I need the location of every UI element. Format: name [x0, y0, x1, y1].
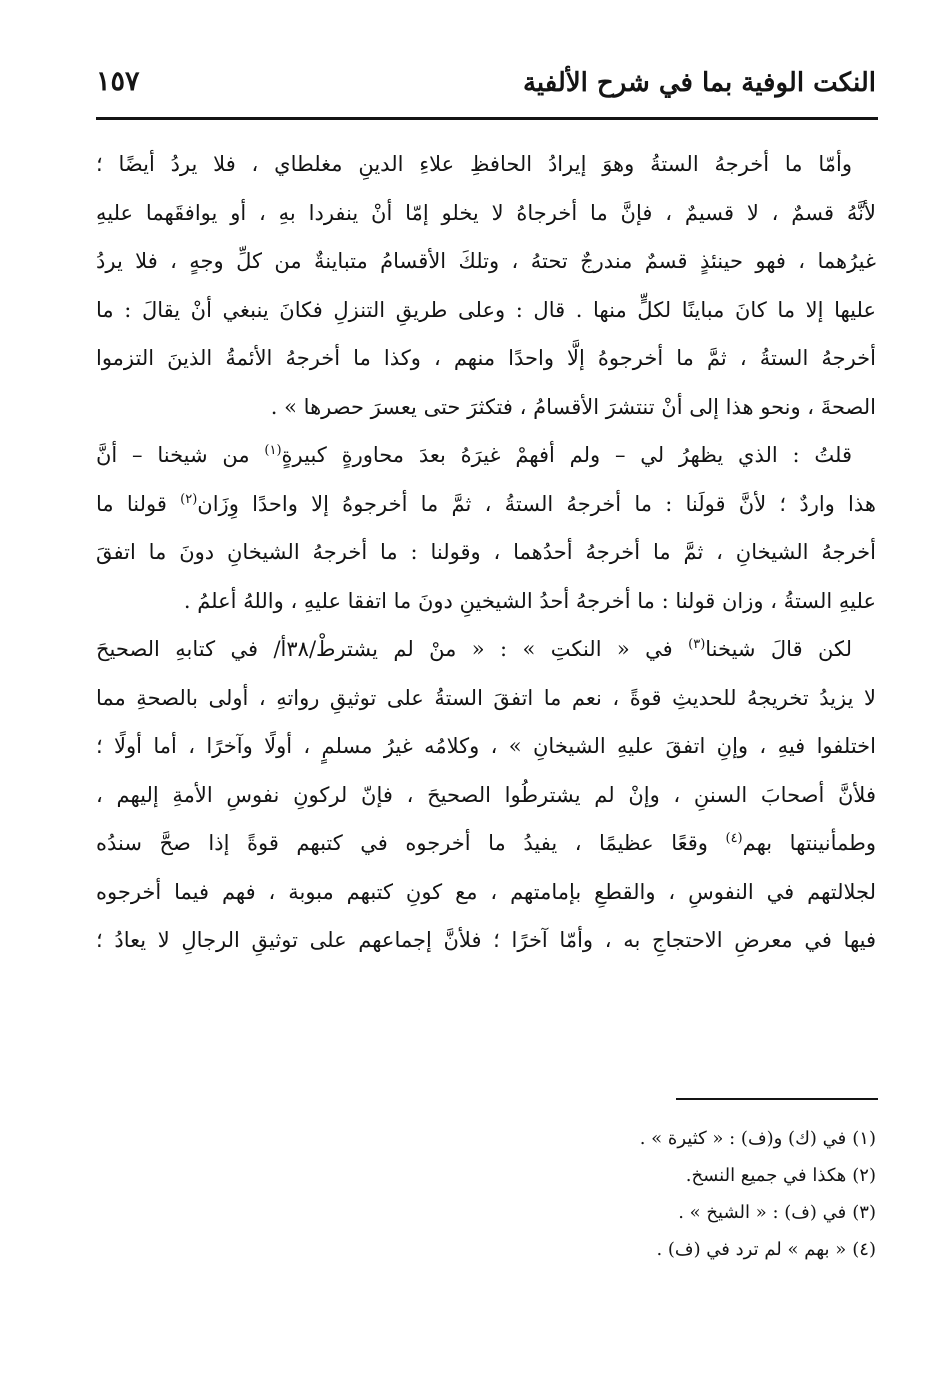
- paragraph-2: [96, 431, 876, 625]
- text-line: لجلالتهم في النفوسِ ، والقطعِ بإمامتهم ، مع كونِ كتبهم مبوبة ، فهم فيما أخرجوه: [96, 879, 876, 904]
- text-segment: وطمأنينتها بهم: [742, 831, 876, 855]
- footnote-number: (٢): [852, 1165, 876, 1186]
- text-line: لأنَّهُ قسمٌ ، لا قسيمٌ ، فإنَّ ما أخرجاهُ لا يخلو إمّا أنْ ينفردا بهِ ، أو يوافقَهما عليهِ: [96, 200, 876, 225]
- footnote-text: في (ف) : « الشيخ » .: [678, 1202, 847, 1223]
- text-line: غيرُهما ، فهو حينئذٍ قسمٌ مندرجٌ تحتهُ ، وتلكَ الأقسامُ متباينةٌ من كلِّ وجهٍ ، فلا يردُ: [96, 249, 876, 273]
- text-line: وأمّا ما أخرجهُ الستةُ وهوَ إيرادُ الحافظِ علاءِ الدينِ مغلطاي ، فلا يردُ أيضًا ؛: [96, 152, 852, 176]
- page-number: ١٥٧: [96, 66, 140, 97]
- text-line: اختلفوا فيهِ ، وإنِ اتفقَ عليهِ الشيخانِ » ، وكلامُه غيرُ مسلمٍ ، أولًا وآخرًا ، أما أولًا ؛: [96, 734, 876, 758]
- footnote-number: (٤): [852, 1239, 876, 1260]
- paragraph-3: [96, 625, 876, 965]
- text-segment: من شيخنا – أنَّ: [96, 443, 265, 467]
- text-segment: قلتُ : الذي يظهرُ لي – ولم أفهمْ غيرَهُ بعدَ محاورةٍ كبيرةٍ: [281, 443, 852, 467]
- footnote-text: في (ك) و(ف) : « كثيرة » .: [639, 1128, 847, 1149]
- text-line: فلأنَّ أصحابَ السننِ ، وإنْ لم يشترطُوا الصحيحَ ، فإنّ لركونِ نفوسِ الأمةِ إليهم ،: [96, 782, 876, 807]
- main-text: [96, 140, 876, 965]
- text-segment: في « النكتِ » : « منْ لم يشترطْ/٣٨أ/ في كتابهِ الصحيحَ: [96, 637, 689, 661]
- text-line: أخرجهُ الستةُ ، ثمَّ ما أخرجوهُ إلَّا واحدًا منهم ، وكذا ما أخرجهُ الأئمةُ الذينَ التزموا: [96, 346, 876, 370]
- footnote-2: [96, 1157, 876, 1194]
- text-line: الصحةَ ، ونحو هذا إلى أنْ تنتشرَ الأقسامُ ، فتكثرَ حتى يعسرَ حصرها » .: [270, 394, 876, 419]
- text-line: [96, 625, 876, 674]
- text-line: [96, 480, 876, 529]
- footnote-ref[interactable]: (٣): [688, 637, 706, 652]
- text-line: عليهِ الستةُ ، وزان قولنا : ما أخرجهُ أحدُ الشيخينِ دونَ ما اتفقا عليهِ ، واللهُ أعلمُ .: [183, 588, 876, 613]
- text-segment: وقعًا عظيمًا ، يفيدُ ما أخرجوه في كتبهم قوةً إذا صحَّ سندُه: [96, 831, 726, 855]
- footnote-ref[interactable]: (١): [264, 443, 282, 458]
- text-segment: هذا واردٌ ؛ لأنَّ قولَنا : ما أخرجهُ الستةُ ، ثمَّ ما أخرجوهُ إلا واحدًا وِزَان: [197, 491, 876, 516]
- footnote-1: [96, 1120, 876, 1157]
- running-header: [96, 62, 876, 112]
- footnote-4: [96, 1231, 876, 1268]
- footnote-text: هكذا في جميع النسخ.: [685, 1165, 847, 1186]
- footnote-number: (١): [852, 1128, 876, 1149]
- book-title: النكت الوفية بما في شرح الألفية: [522, 68, 876, 98]
- text-line: [96, 819, 876, 868]
- text-line: [96, 431, 876, 480]
- text-line: لا يزيدُ تخريجهُ للحديثِ قوةً ، نعم ما اتفقَ الستةُ على توثيقِ رواتهِ ، أولى بالصحةِ مما: [96, 685, 876, 710]
- text-line: عليها إلا ما كانَ مباينًا لكلٍّ منها . قال : وعلى طريقِ التنزلِ فكانَ ينبغي أنْ يقالَ : ما: [96, 297, 876, 322]
- footnote-3: [96, 1194, 876, 1231]
- text-segment: لكن قالَ شيخنا: [705, 637, 852, 661]
- footnotes: [96, 1120, 876, 1268]
- footnote-rule: [676, 1098, 878, 1100]
- footnote-number: (٣): [852, 1202, 876, 1223]
- paragraph-1: [96, 140, 876, 431]
- text-segment: قولنا ما: [96, 491, 181, 516]
- footnote-text: « بهم » لم ترد في (ف) .: [656, 1239, 847, 1260]
- header-rule: [96, 117, 878, 120]
- footnote-ref[interactable]: (٤): [725, 831, 743, 846]
- text-line: فيها في معرضِ الاحتجاجِ به ، وأمّا آخرًا ؛ فلأنَّ إجماعهم على توثيقِ الرجالِ لا يعادُ ؛: [96, 928, 876, 952]
- text-line: أخرجهُ الشيخانِ ، ثمَّ ما أخرجهُ أحدُهما ، وقولنا : ما أخرجهُ الشيخانِ دونَ ما اتفقَ: [96, 540, 876, 564]
- footnote-ref[interactable]: (٢): [180, 491, 198, 507]
